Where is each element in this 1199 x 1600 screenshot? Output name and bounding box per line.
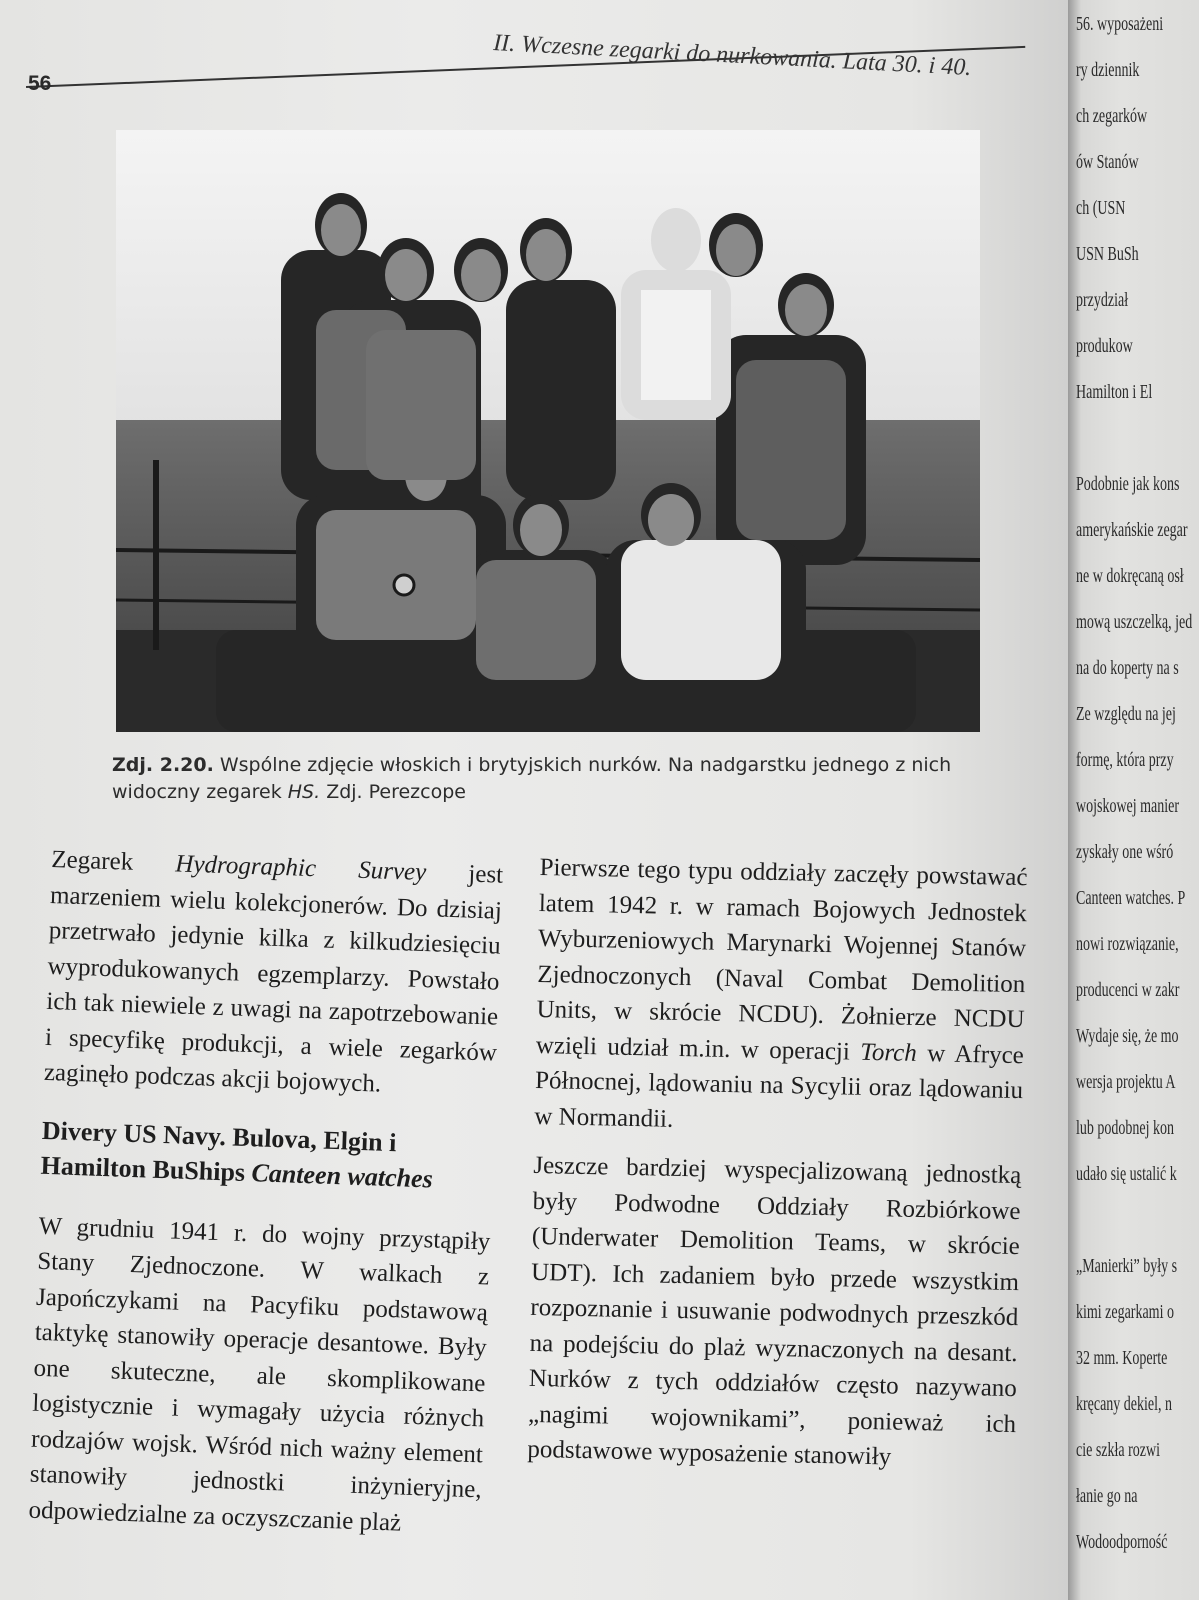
caption-text-1: Wspólne zdjęcie włoskich i brytyjskich nurków. Na nadgarstku jednego z nich widoczny zegarek	[112, 754, 952, 803]
facing-page-line: Wodoodporność	[1076, 1531, 1168, 1553]
facing-book-page	[1068, 0, 1199, 1600]
facing-page-line: kręcany dekiel, n	[1076, 1393, 1173, 1415]
caption-label: Zdj. 2.20.	[112, 754, 214, 776]
facing-page-line: Canteen watches. P	[1076, 887, 1186, 909]
facing-page-line: produkow	[1076, 335, 1133, 357]
facing-page-line: ry dziennik	[1076, 59, 1140, 81]
right-p1-italic: Torch	[860, 1038, 918, 1067]
facing-page-line: mową uszczelką, jed	[1076, 611, 1193, 633]
facing-page-line: udało się ustalić k	[1076, 1163, 1177, 1185]
facing-page-line: „Manierki” były s	[1076, 1255, 1178, 1277]
facing-page-line: ch (USN	[1076, 197, 1126, 219]
figure-caption	[112, 752, 992, 806]
right-text-column	[527, 850, 1028, 1478]
left-text-column	[28, 842, 504, 1543]
facing-page-line: producenci w zakr	[1076, 979, 1180, 1001]
running-title: II. Wczesne zegarki do nurkowania. Lata 30. i 40.	[492, 30, 972, 82]
facing-page-line: wersja projektu A	[1076, 1071, 1176, 1093]
facing-page-line: Hamilton i El	[1076, 381, 1153, 403]
left-p1-start: Zegarek	[50, 845, 134, 876]
facing-page-line: kimi zegarkami o	[1076, 1301, 1174, 1323]
right-p1-start: Pierwsze tego typu oddziały zaczęły powstawać latem 1942 r. w ramach Bojowych Jednostek Wyburzeniowych Marynarki Wojennej Stanów Zjednoczonych (Naval Combat Demolition Units, w skrócie NCDU). Żołnierze NCDU wzięli udział m.in. w operacji	[535, 853, 1028, 1066]
facing-page-line: formę, która przy	[1076, 749, 1174, 771]
caption-italic: HS.	[287, 781, 321, 803]
facing-page-line: przydział	[1076, 289, 1129, 311]
facing-page-line: Wydaje się, że mo	[1076, 1025, 1179, 1047]
right-paragraph-2: Jeszcze bardziej wyspecjalizowaną jednostką były Podwodne Oddziały Rozbiórkowe (Underwater Demolition Teams, w skrócie UDT). Ich zadaniem było przede wszystkim rozpoznanie i usuwanie podwodnych przeszkód na podejściu do plaż wyznaczonych na desant. Nurków z tych oddziałów często nazywano „nagimi wojownikami”, ponieważ ich podstawowe wyposażenie stanowiły	[527, 1151, 1022, 1471]
facing-page-line: cie szkła rozwi	[1076, 1439, 1160, 1461]
facing-page-line: Podobnie jak kons	[1076, 473, 1180, 495]
facing-page-line: zyskały one wśró	[1076, 841, 1174, 863]
left-p1-rest: jest marzeniem wielu kolekcjonerów. Do dzisiaj przetrwało jedynie kilka z kilkudziesięciu wyprodukowanych egzemplarzy. Powstało ich tak niewiele z uwagi na zapotrzebowanie i specyfikę produkcji, a wiele zegarków zaginęło podczas akcji bojowych.	[43, 860, 504, 1098]
right-paragraph-1	[534, 850, 1028, 1144]
left-paragraph-1	[43, 842, 503, 1106]
facing-page-line: 32 mm. Koperte	[1076, 1347, 1168, 1369]
facing-page-line: wojskowej manier	[1076, 795, 1180, 817]
page-number: 56	[28, 72, 52, 95]
facing-page-line: nowi rozwiązanie,	[1076, 933, 1179, 955]
caption-text-2: Zdj. Perezcope	[326, 781, 466, 803]
left-p1-italic: Hydrographic Survey	[174, 850, 427, 887]
facing-page-line: 56. wyposażeni	[1076, 13, 1164, 35]
facing-page-line: Ze względu na jej	[1076, 703, 1176, 725]
facing-page-line: ne w dokręcaną osł	[1076, 565, 1184, 587]
subheading-italic: Canteen watches	[251, 1157, 434, 1193]
facing-page-line: amerykańskie zegar	[1076, 519, 1188, 541]
facing-page-line: lub podobnej kon	[1076, 1117, 1174, 1139]
facing-page-line: ów Stanów	[1076, 151, 1139, 173]
facing-page-line: na do koperty na s	[1076, 657, 1179, 679]
facing-page-line: ch zegarków	[1076, 105, 1148, 127]
left-paragraph-2: W grudniu 1941 r. do wojny przystąpiły Stany Zjednoczone. W walkach z Japończykami na Pacyfiku podstawową taktykę stanowiły operacje desantowe. Były one skuteczne, ale skomplikowane logistycznie i wymagały użycia różnych rodzajów wojsk. Wśród nich ważny element stanowiły jednostki inżynieryjne, odpowiedzialne za oczyszczanie plaż	[28, 1212, 491, 1537]
subheading-text: Divery US Navy. Bulova, Elgin i Hamilton BuShips	[40, 1115, 397, 1187]
facing-page-line: USN BuSh	[1076, 243, 1139, 265]
right-p1-rest: w Afryce Północnej, lądowaniu na Sycylii oraz lądowaniu w Normandii.	[534, 1039, 1025, 1133]
section-subheading	[40, 1112, 494, 1198]
divers-photo	[116, 130, 980, 732]
facing-page-line: łanie go na	[1076, 1485, 1138, 1507]
